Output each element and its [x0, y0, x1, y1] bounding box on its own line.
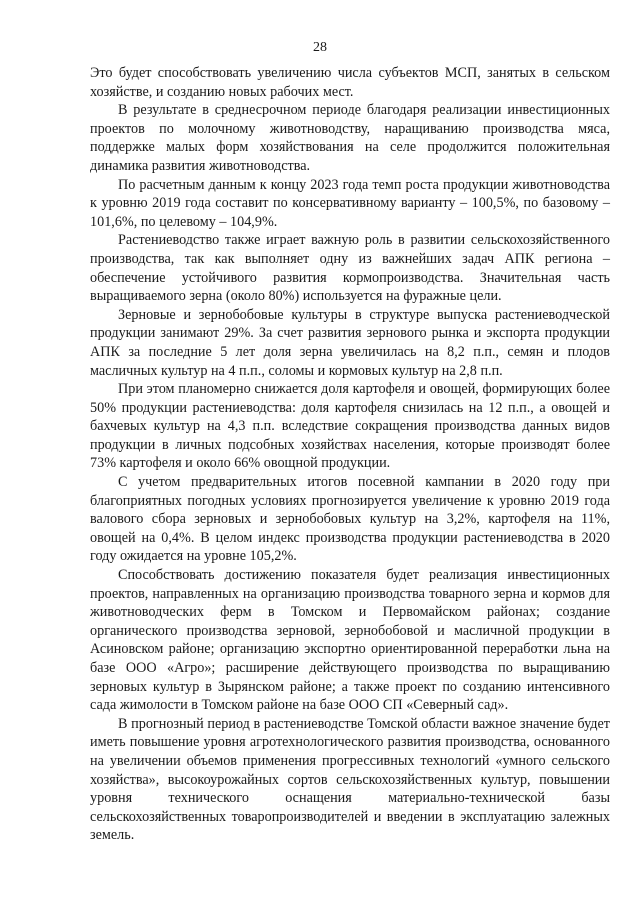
paragraph: По расчетным данным к концу 2023 года темп роста продукции животноводства к уровню 2019 года составит по консервативному варианту – 100,5%, по базовому – 101,6%, по целевому – 104,9%. [90, 176, 610, 230]
paragraph: Зерновые и зернобобовые культуры в структуре выпуска растениеводческой продукции занимают 29%. За счет развития зернового рынка и экспорта продукции АПК за последние 5 лет доля зерна увеличилась на 8,2 п.п., семян и плодов масличных культур на 4 п.п., соломы и кормовых культур на 2,8 п.п. [90, 306, 610, 379]
paragraph: В результате в среднесрочном периоде благодаря реализации инвестиционных проектов по молочному животноводству, наращиванию производства мяса, поддержке малых форм хозяйствования на селе продолжится положительная динамика развития животноводства. [90, 102, 610, 174]
paragraph: Это будет способствовать увеличению числа субъектов МСП, занятых в сельском хозяйстве, и созданию новых рабочих мест. [90, 65, 610, 100]
document-body [90, 64, 610, 845]
paragraph: При этом планомерно снижается доля картофеля и овощей, формирующих более 50% продукции растениеводства: доля картофеля снизилась на 12 п.п., а овощей и бахчевых культур на 4,3 п.п. вследствие сокращения производства данных видов продукции в личных подсобных хозяйствах населения, которые производят более 73% картофеля и около 66% овощной продукции. [90, 381, 610, 472]
paragraph: В прогнозный период в растениеводстве Томской области важное значение будет иметь повышение уровня агротехнологического развития производства, основанного на увеличении объемов применения прогрессивных технологий «умного сельского хозяйства», высокоурожайных сортов сельскохозяйственных культур, повышении уровня технического оснащения материально-технической базы сельскохозяйственных товаропроизводителей и введении в эксплуатацию залежных земель. [90, 715, 610, 844]
paragraph: С учетом предварительных итогов посевной кампании в 2020 году при благоприятных погодных условиях прогнозируется увеличение к уровню 2019 года валового сбора зерновых и зернобобовых культур на 3,2%, картофеля на 11%, овощей на 0,4%. В целом индекс производства продукции растениеводства в 2020 году ожидается на уровне 105,2%. [90, 474, 610, 565]
page-number: 28 [313, 40, 327, 55]
paragraph: Растениеводство также играет важную роль в развитии сельскохозяйственного производства, так как выполняет одну из важнейших задач АПК региона – обеспечение устойчивого развития кормопроизводства. Значительная часть выращиваемого зерна (около 80%) используется на фуражные цели. [90, 232, 610, 305]
paragraph: Способствовать достижению показателя будет реализация инвестиционных проектов, направленных на организацию производства товарного зерна и кормов для животноводческих ферм в Томском и Первомайском районах; создание органического производства зерновой, зернобобовой и масличной продукции в Асиновском районе; организацию экспортно ориентированной переработки льна на базе ООО «Агро»; расширение действующего производства по выращиванию зерновых культур в Зырянском районе; а также проект по созданию интенсивного сада жимолости в Томском районе на базе ООО СП «Северный сад». [90, 567, 610, 714]
